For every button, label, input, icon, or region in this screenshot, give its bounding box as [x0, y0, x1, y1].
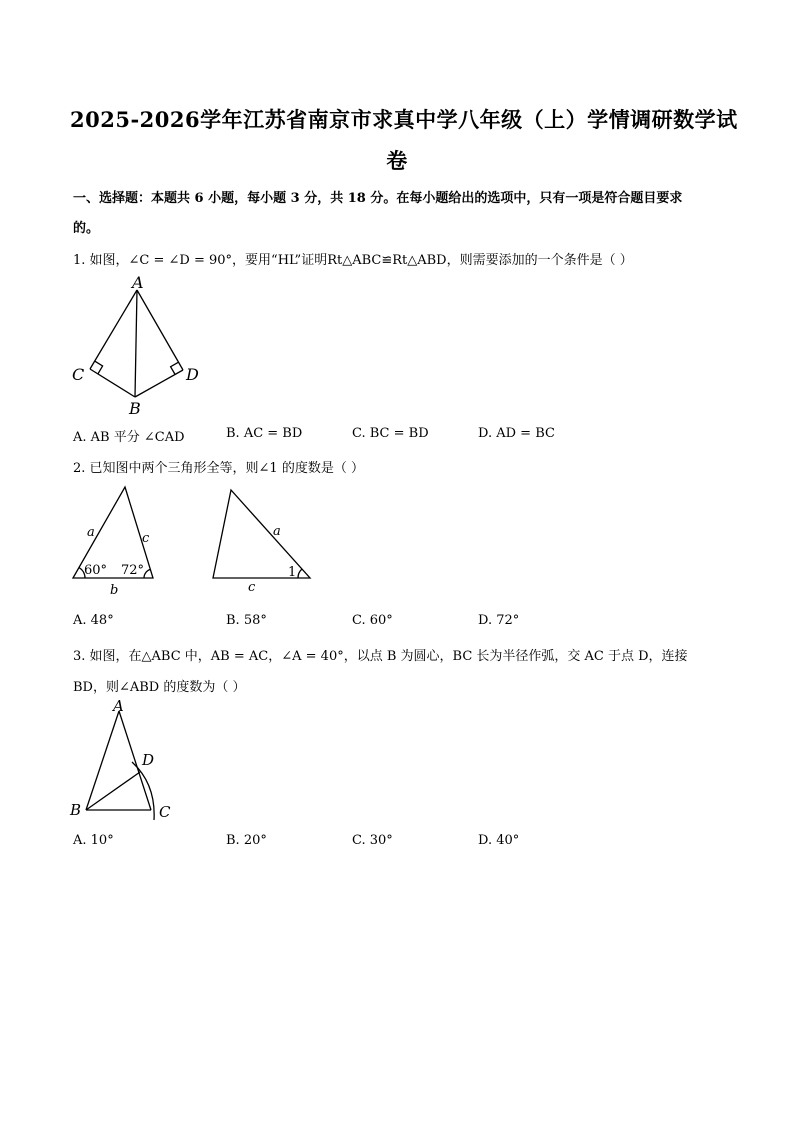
point-label-C: C — [159, 803, 171, 821]
question-2-option-d: D. 72° — [478, 613, 520, 628]
question-1-option-a: A. AB 平分 ∠CAD — [73, 430, 185, 445]
left-angle-label-60: 60° — [84, 563, 108, 578]
question-3-option-d: D. 40° — [478, 833, 520, 848]
section-instructions-line-1: 一、选择题：本题共 6 小题，每小题 3 分，共 18 分。在每小题给出的选项中，只有一项是符合题目要求 — [73, 191, 683, 206]
question-1-option-c: C. BC = BD — [352, 426, 429, 441]
left-side-label-b: b — [110, 583, 119, 598]
question-1-option-d: D. AD = BC — [478, 426, 555, 441]
question-1-stem: 1. 如图，∠C = ∠D = 90°，要用“HL”证明Rt△ABC≌Rt△ABD，则需要添加的一个条件是（ ） — [73, 253, 633, 268]
segment-AD — [137, 290, 183, 370]
segment-AC — [90, 290, 137, 369]
segment-AB — [135, 290, 137, 397]
point-label-B: B — [129, 399, 141, 418]
question-3-stem-line-1: 3. 如图，在△ABC 中，AB = AC，∠A = 40°，以点 B 为圆心，BC 长为半径作弧，交 AC 于点 D，连接 — [73, 649, 688, 664]
point-label-D: D — [142, 751, 155, 769]
question-3-figure — [64, 696, 194, 826]
right-side-label-c: c — [248, 580, 256, 595]
question-2-stem: 2. 已知图中两个三角形全等，则∠1 的度数是（ ） — [73, 461, 364, 476]
question-1-figure — [68, 272, 208, 420]
point-label-B: B — [70, 801, 82, 819]
segment-AB — [86, 711, 119, 810]
exam-title-line-2: 卷 — [386, 148, 408, 173]
left-side-label-c: c — [142, 531, 150, 546]
left-angle-label-72: 72° — [121, 563, 145, 578]
question-2-option-b: B. 58° — [226, 613, 267, 628]
exam-title-line-1: 2025-2026学年江苏省南京市求真中学八年级（上）学情调研数学试 — [70, 107, 738, 132]
left-side-label-a: a — [87, 525, 95, 540]
question-3-option-a: A. 10° — [73, 833, 114, 848]
left-angle-arc-72 — [144, 569, 150, 578]
point-label-A: A — [113, 697, 124, 715]
point-label-C: C — [72, 365, 85, 384]
arc-centered-at-B — [132, 762, 154, 820]
point-label-A: A — [132, 273, 144, 292]
question-2-option-c: C. 60° — [352, 613, 393, 628]
question-3-stem-line-2: BD，则∠ABD 的度数为（ ） — [73, 680, 246, 695]
question-1-option-b: B. AC = BD — [226, 426, 303, 441]
right-side-label-a: a — [273, 524, 281, 539]
right-angle-label-1: 1 — [288, 565, 297, 580]
segment-DB — [135, 370, 183, 397]
section-instructions-line-2: 的。 — [73, 221, 100, 236]
question-3-option-c: C. 30° — [352, 833, 393, 848]
question-2-option-a: A. 48° — [73, 613, 114, 628]
point-label-D: D — [186, 365, 199, 384]
question-3-option-b: B. 20° — [226, 833, 267, 848]
segment-CB — [90, 369, 135, 397]
segment-BD — [86, 772, 140, 810]
question-2-figure — [64, 480, 324, 600]
right-angle-arc-1 — [298, 569, 302, 578]
